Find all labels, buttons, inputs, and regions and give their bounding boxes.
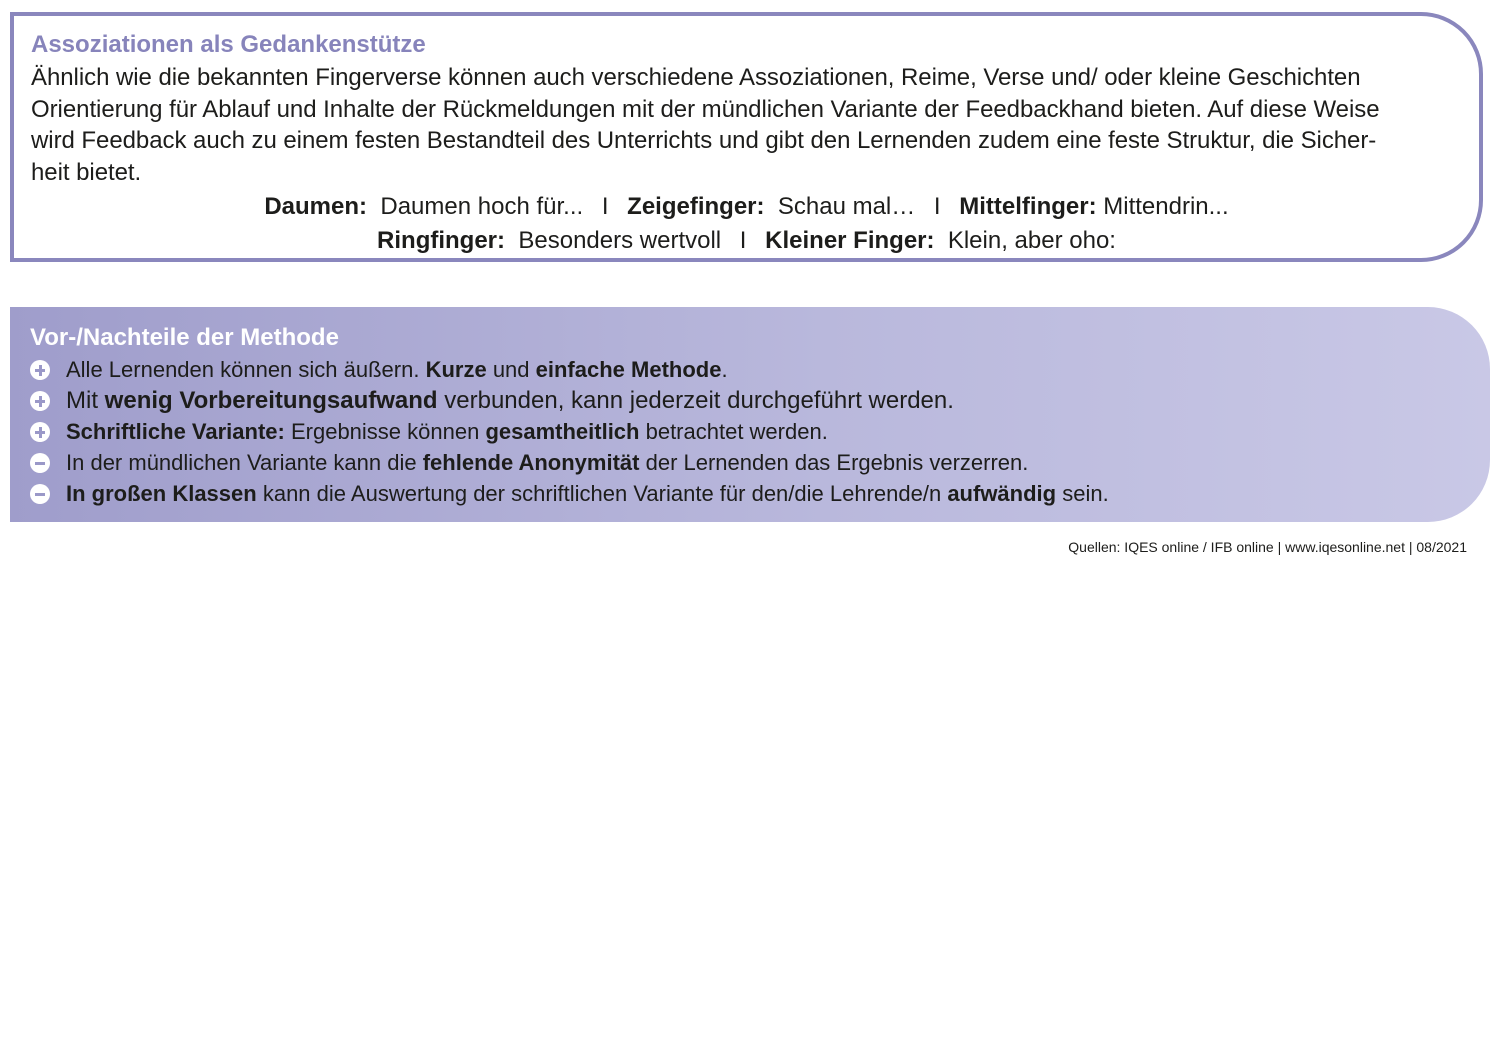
associations-box <box>10 12 1483 262</box>
finger-separator: I <box>601 193 609 220</box>
list-item <box>30 355 1470 386</box>
finger-separator: I <box>933 193 941 220</box>
text-segment: Alle Lernenden können sich äußern. <box>66 357 426 383</box>
associations-paragraph <box>31 62 1462 188</box>
plus-circle-icon <box>30 422 50 442</box>
text-segment: In der mündlichen Variante kann die <box>66 449 423 475</box>
text-segment: kann die Auswertung der schriftlichen Variante für den/die Lehrende/n <box>256 480 948 506</box>
list-item <box>30 386 1470 417</box>
finger-label-mittelfinger: Mittelfinger: <box>959 193 1097 220</box>
text-segment: Ergebnisse können <box>284 418 486 444</box>
text-segment: . <box>721 357 728 383</box>
text-segment: der Lernenden das Ergebnis verzerren. <box>639 449 1029 475</box>
paragraph-line: wird Feedback auch zu einem festen Bestandteil des Unterrichts und gibt den Lernenden zudem eine feste Struktur, die Sicher- <box>31 127 1377 154</box>
bold-segment: Schriftliche Variante: <box>66 418 285 444</box>
bold-segment: gesamtheitlich <box>485 418 640 444</box>
finger-label-daumen: Daumen: <box>264 193 368 220</box>
finger-text-zeigefinger: Schau mal… <box>777 193 916 220</box>
finger-text-daumen: Daumen hoch für... <box>380 193 584 220</box>
item-text <box>66 387 954 415</box>
text-segment: verbunden, kann jederzeit durchgeführt werden. <box>437 387 954 415</box>
plus-circle-icon <box>30 360 50 380</box>
finger-text-kleiner-finger: Klein, aber oho: <box>947 227 1116 254</box>
bold-segment: fehlende Anonymität <box>422 449 640 475</box>
finger-line-2 <box>31 224 1462 258</box>
pros-cons-title: Vor-/Nachteile der Methode <box>30 324 339 351</box>
item-text <box>66 481 1109 507</box>
finger-label-zeigefinger: Zeigefinger: <box>627 193 765 220</box>
paragraph-line: heit bietet. <box>31 158 142 186</box>
plus-circle-icon <box>30 391 50 411</box>
text-segment: Mit <box>66 387 105 415</box>
associations-title: Assoziationen als Gedankenstütze <box>31 31 426 58</box>
pros-cons-box <box>10 307 1490 522</box>
finger-line-1 <box>31 190 1462 224</box>
text-segment: sein. <box>1056 480 1109 506</box>
source-note: Quellen: IQES online / IFB online | www.iqesonline.net | 08/2021 <box>1068 539 1467 555</box>
minus-circle-icon <box>30 453 50 473</box>
text-segment: und <box>486 357 536 383</box>
finger-label-ringfinger: Ringfinger: <box>377 227 506 254</box>
finger-text-ringfinger: Besonders wertvoll <box>518 227 722 254</box>
text-segment: betrachtet werden. <box>639 418 828 444</box>
item-text <box>66 357 728 383</box>
paragraph-line: Ähnlich wie die bekannten Fingerverse können auch verschiedene Assoziationen, Reime, Verse und/ oder kleine Geschichten <box>31 64 1361 91</box>
list-item <box>30 447 1470 478</box>
finger-separator: I <box>739 227 747 254</box>
list-item <box>30 417 1470 448</box>
finger-label-kleiner-finger: Kleiner Finger: <box>765 227 935 254</box>
item-text <box>66 450 1028 476</box>
item-text <box>66 419 828 445</box>
bold-segment: einfache Methode <box>535 357 722 383</box>
bold-segment: aufwändig <box>947 480 1057 506</box>
list-item <box>30 478 1470 509</box>
bold-segment: wenig Vorbereitungsaufwand <box>104 387 438 415</box>
minus-circle-icon <box>30 484 50 504</box>
bold-segment: Kurze <box>425 357 487 383</box>
bold-segment: In großen Klassen <box>66 480 257 506</box>
paragraph-line: Orientierung für Ablauf und Inhalte der Rückmeldungen mit der mündlichen Variante der Feedbackhand bieten. Auf diese Weise <box>31 95 1380 123</box>
finger-text-mittelfinger: Mittendrin... <box>1103 193 1229 220</box>
